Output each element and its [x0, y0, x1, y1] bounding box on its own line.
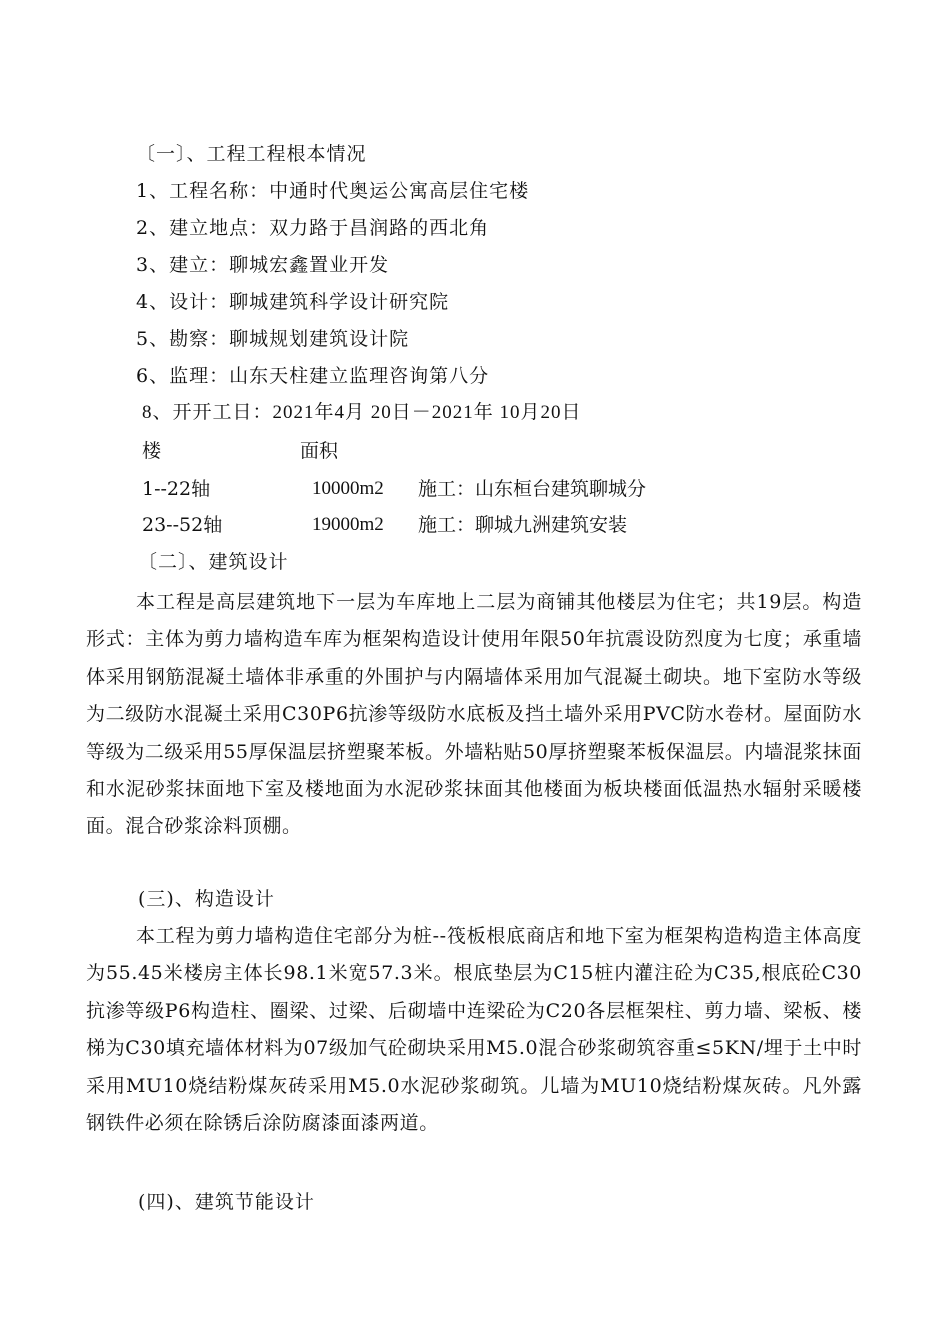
table-cell-contractor: 施工：山东桓台建筑聊城分 [418, 478, 647, 500]
table-cell-building: 23--52轴 [142, 514, 223, 536]
section-2-heading: 〔二〕、建筑设计 [138, 551, 289, 573]
section-1-heading: 〔一〕、工程工程根本情况 [136, 143, 367, 165]
developer-line: 3、建立：聊城宏鑫置业开发 [136, 254, 390, 276]
architectural-design-paragraph: 本工程是高层建筑地下一层为车库地上二层为商铺其他楼层为住宅；共19层。构造形式：主体为剪力墙构造车库为框架构造设计使用年限50年抗震设防烈度为七度；承重墙体采用钢筋混凝土墙体非承重的外围护与内隔墙体采用加气混凝土砌块。地下室防水等级为二级防水混凝土采用C30P6抗渗等级防水底板及挡土墙外采用PVC防水卷材。屋面防水等级为二级采用55厚保温层挤塑聚苯板。外墙粘贴50厚挤塑聚苯板保温层。内墙混浆抹面和水泥砂浆抹面地下室及楼地面为水泥砂浆抹面其他楼面为板块楼面低温热水辐射采暖楼面。混合砂浆涂料顶棚。 [86, 591, 862, 838]
table-cell-area: 19000m2 [312, 514, 384, 535]
designer-line: 4、设计：聊城建筑科学设计研究院 [136, 291, 450, 313]
table-header-area: 面积 [300, 440, 339, 462]
section-3-heading: (三)、构造设计 [138, 888, 275, 910]
surveyor-line: 5、勘察：聊城规划建筑设计院 [136, 328, 410, 350]
structural-design-paragraph: 本工程为剪力墙构造住宅部分为桩--筏板根底商店和地下室为框架构造构造主体高度为55.45米楼房主体长98.1米宽57.3米。根底垫层为C15桩内灌注砼为C35,根底砼C30抗渗等级P6构造柱、圈梁、过梁、后砌墙中连梁砼为C20各层框架柱、剪力墙、梁板、楼梯为C30填充墙体材料为07级加气砼砌块采用M5.0混合砂浆砌筑容重≤5KN/埋于土中时采用MU10烧结粉煤灰砖采用M5.0水泥砂浆砌筑。儿墙为MU10烧结粉煤灰砖。凡外露钢铁件必须在除锈后涂防腐漆面漆两道。 [86, 925, 862, 1135]
section-4-heading: (四)、建筑节能设计 [138, 1191, 315, 1213]
table-cell-building: 1--22轴 [142, 478, 211, 500]
location-line: 2、建立地点：双力路于昌润路的西北角 [136, 217, 490, 239]
table-cell-area: 10000m2 [312, 478, 384, 499]
table-cell-contractor: 施工：聊城九洲建筑安装 [418, 514, 628, 536]
supervisor-line: 6、监理：山东天柱建立监理咨询第八分 [136, 365, 490, 387]
table-header-building: 楼 [142, 440, 162, 462]
start-date-line: 8、开开工日：2021年4月 20日－2021年 10月20日 [142, 402, 582, 423]
project-name-line: 1、工程名称：中通时代奥运公寓高层住宅楼 [136, 180, 530, 202]
